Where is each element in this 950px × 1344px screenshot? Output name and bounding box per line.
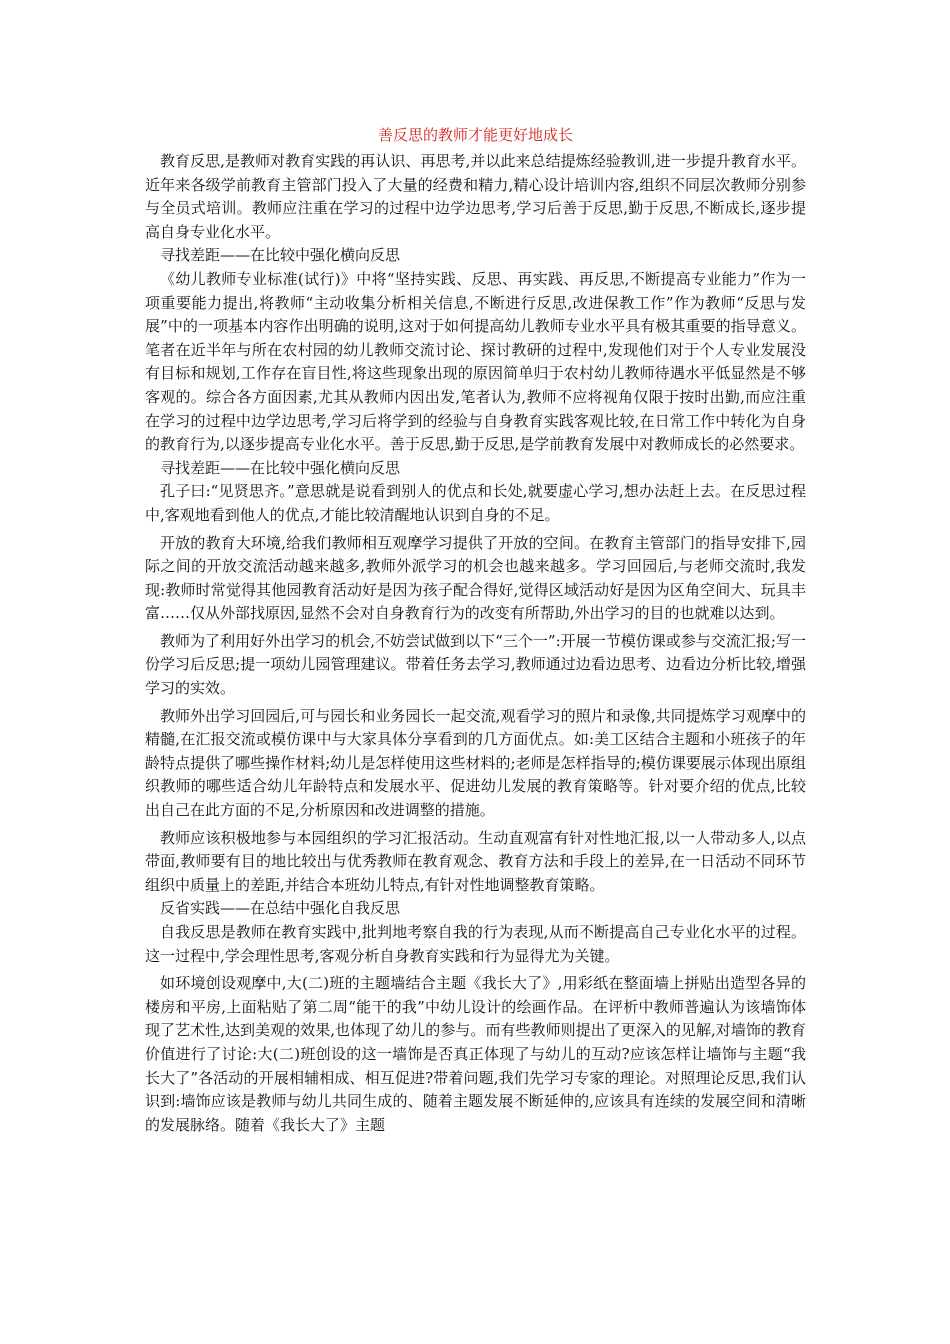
paragraph: 《幼儿教师专业标准(试行)》中将“坚持实践、反思、再实践、再反思,不断提高专业能力”作为一项重要能力提出,将教师“主动收集分析相关信息,不断进行反思,改进保教工作”作为教师“反思与发展”中的一项基本内容作出明确的说明,这对于如何提高幼儿教师专业水平具有极其重要的指导意义。笔者在近半年与所在农村园的幼儿教师交流讨论、探讨教研的过程中,发现他们对于个人专业发展没有目标和规划,工作存在盲目性,将这些现象出现的原因简单归于农村幼儿教师待遇水平低显然是不够客观的。综合各方面因素,尤其从教师内因出发,笔者认为,教师不应将视角仅限于按时出勤,而应注重在学习的过程中边学边思考,学习后将学到的经验与自身教育实践客观比较,在日常工作中转化为自身的教育行为,以逐步提高专业化水平。善于反思,勤于反思,是学前教育发展中对教师成长的必然要求。 bbox=[145, 269, 806, 454]
section-heading: 寻找差距——在比较中强化横向反思 bbox=[160, 458, 401, 477]
paragraph: 孔子曰:“见贤思齐。”意思就是说看到别人的优点和长处,就要虚心学习,想办法赶上去。在反思过程中,客观地看到他人的优点,才能比较清醒地认识到自身的不足。 bbox=[145, 482, 806, 524]
paragraph: 自我反思是教师在教育实践中,批判地考察自我的行为表现,从而不断提高自己专业化水平的过程。这一过程中,学会理性思考,客观分析自身教育实践和行为显得尤为关键。 bbox=[145, 923, 806, 965]
document-title: 善反思的教师才能更好地成长 bbox=[377, 126, 573, 144]
paragraph: 开放的教育大环境,给我们教师相互观摩学习提供了开放的空间。在教育主管部门的指导安排下,园际之间的开放交流活动越来越多,教师外派学习的机会也越来越多。学习回园后,与老师交流时,我发现:教师时常觉得其他园教育活动好是因为孩子配合得好,觉得区域活动好是因为区角空间大、玩具丰富……仅从外部找原因,显然不会对自身教育行为的改变有所帮助,外出学习的目的也就难以达到。 bbox=[145, 533, 806, 623]
paragraph: 教师为了利用好外出学习的机会,不妨尝试做到以下“三个一”:开展一节模仿课或参与交流汇报;写一份学习后反思;提一项幼儿园管理建议。带着任务去学习,教师通过边看边思考、边看边分析比较,增强学习的实效。 bbox=[145, 631, 806, 698]
paragraph: 如环境创设观摩中,大(二)班的主题墙结合主题《我长大了》,用彩纸在整面墙上拼贴出造型各异的楼房和平房,上面粘贴了第二周“能干的我”中幼儿设计的绘画作品。在评析中教师普遍认为该墙饰体现了艺术性,达到美观的效果,也体现了幼儿的参与。而有些教师则提出了更深入的见解,对墙饰的教育价值进行了讨论:大(二)班创设的这一墙饰是否真正体现了与幼儿的互动?应该怎样让墙饰与主题“我长大了”各活动的开展相辅相成、相互促进?带着问题,我们先学习专家的理论。对照理论反思,我们认识到:墙饰应该是教师与幼儿共同生成的、随着主题发展不断延伸的,应该具有连续的发展空间和清晰的发展脉络。随着《我长大了》主题 bbox=[145, 974, 806, 1134]
section-heading: 寻找差距——在比较中强化横向反思 bbox=[160, 246, 401, 265]
section-heading: 反省实践——在总结中强化自我反思 bbox=[160, 899, 401, 918]
paragraph-intro: 教育反思,是教师对教育实践的再认识、再思考,并以此来总结提炼经验教训,进一步提升教育水平。近年来各级学前教育主管部门投入了大量的经费和精力,精心设计培训内容,组织不同层次教师分别参与全员式培训。教师应注重在学习的过程中边学边思考,学习后善于反思,勤于反思,不断成长,逐步提高自身专业化水平。 bbox=[145, 152, 806, 241]
document-body bbox=[145, 124, 806, 1137]
paragraph: 教师外出学习回园后,可与园长和业务园长一起交流,观看学习的照片和录像,共同提炼学习观摩中的精髓,在汇报交流或模仿课中与大家具体分享看到的几方面优点。如:美工区结合主题和小班孩子的年龄特点提供了哪些操作材料;幼儿是怎样使用这些材料的;老师是怎样指导的;模仿课要展示体现出原组织教师的哪些适合幼儿年龄特点和发展水平、促进幼儿发展的教育策略等。针对要介绍的优点,比较出自己在此方面的不足,分析原因和改进调整的措施。 bbox=[145, 706, 806, 820]
paragraph: 教师应该积极地参与本园组织的学习汇报活动。生动直观富有针对性地汇报,以一人带动多人,以点带面,教师要有目的地比较出与优秀教师在教育观念、教育方法和手段上的差异,在一日活动不同环节组织中质量上的差距,并结合本班幼儿特点,有针对性地调整教育策略。 bbox=[145, 828, 806, 894]
